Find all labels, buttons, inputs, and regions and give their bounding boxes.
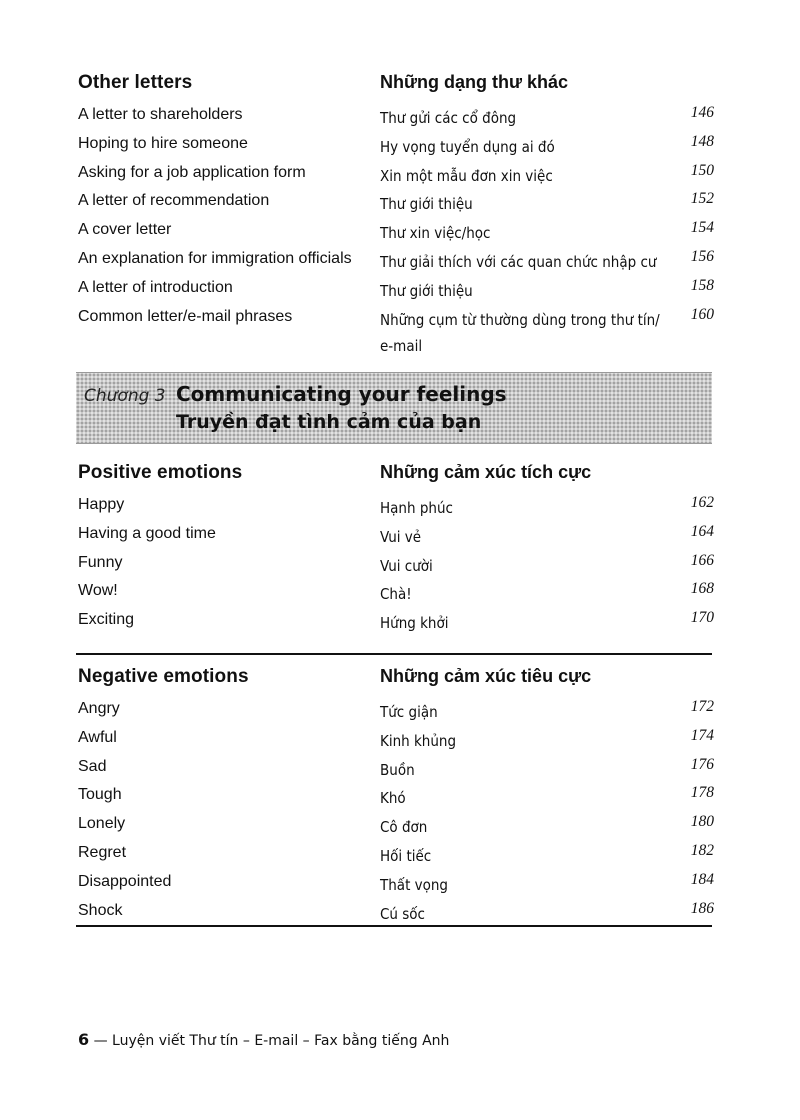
entry-page: 170 (690, 609, 714, 627)
toc-row (78, 190, 718, 219)
entry-en: A letter to shareholders (78, 106, 243, 123)
entry-en: A cover letter (78, 221, 172, 239)
entry-vi: Buồn (380, 760, 415, 779)
entry-vi: Thư giới thiệu (380, 281, 473, 300)
entry-page: 160 (690, 305, 714, 323)
heading-vi: Những cảm xúc tiêu cực (380, 666, 592, 686)
entry-page: 180 (690, 813, 714, 831)
entry-en: Wow! (78, 582, 118, 600)
toc-row (78, 784, 718, 813)
heading-en: Other letters (78, 72, 193, 93)
section-heading (78, 462, 718, 494)
chapter-banner (76, 372, 712, 444)
entry-vi: Những cụm từ thường dùng trong thư tín/ e-mail (380, 310, 660, 355)
section-heading (78, 72, 718, 104)
entry-page: 146 (690, 104, 714, 121)
entry-vi: Tức giận (380, 703, 438, 721)
toc-row (78, 813, 718, 842)
entry-vi: Chà! (380, 585, 412, 604)
toc-row (78, 727, 718, 756)
entry-page: 178 (690, 784, 714, 802)
entry-page: 182 (690, 841, 714, 859)
entry-en: Lonely (78, 815, 126, 833)
chapter-label: Chương 3 (84, 386, 166, 406)
entry-vi: Cú sốc (380, 904, 425, 923)
section-divider (76, 653, 712, 655)
toc-row (78, 162, 718, 191)
entry-page: 166 (690, 551, 714, 569)
section-other-letters (78, 72, 718, 360)
entry-en: A letter of recommendation (78, 192, 270, 210)
toc-row (78, 609, 718, 638)
entry-en: Funny (78, 553, 123, 571)
entry-en: Angry (78, 700, 120, 717)
entry-en: Exciting (78, 611, 135, 629)
entry-en: Sad (78, 757, 107, 775)
entry-vi: Thư giải thích với các quan chức nhập cư (380, 252, 657, 271)
entry-en: Disappointed (78, 872, 172, 890)
section-positive-emotions (78, 462, 718, 638)
entry-vi: Thư xin việc/học (380, 224, 491, 243)
chapter-title-en: Communicating your feelings (176, 382, 507, 406)
toc-row (78, 698, 718, 727)
entry-page: 184 (690, 870, 714, 888)
entry-page: 162 (690, 494, 714, 511)
entry-page: 154 (690, 219, 714, 237)
entry-page: 152 (690, 190, 714, 208)
entry-vi: Khó (380, 789, 406, 808)
toc-row (78, 871, 718, 900)
entry-page: 164 (690, 522, 714, 540)
entry-en: An explanation for immigration officials (78, 249, 352, 267)
entry-en: Happy (78, 496, 125, 513)
entry-vi: Thư gửi các cổ đông (380, 109, 517, 127)
toc-row (78, 842, 718, 871)
entry-page: 148 (690, 132, 714, 150)
entry-en: A letter of introduction (78, 278, 233, 296)
entry-vi: Thất vọng (380, 875, 448, 894)
entry-vi: Kinh khủng (380, 731, 457, 750)
page-footer (78, 1030, 449, 1049)
entry-en: Common letter/e-mail phrases (78, 307, 293, 325)
footer-text: — Luyện viết Thư tín – E-mail – Fax bằng tiếng Anh (93, 1033, 450, 1049)
entry-vi: Xin một mẫu đơn xin việc (380, 166, 553, 185)
entry-page: 168 (690, 580, 714, 598)
entry-vi: Hối tiếc (380, 846, 432, 865)
entry-en: Shock (78, 901, 123, 919)
toc-row (78, 219, 718, 248)
entry-page: 176 (690, 755, 714, 773)
toc-row (78, 580, 718, 609)
toc-row (78, 104, 718, 133)
entry-en: Regret (78, 843, 127, 861)
toc-row (78, 306, 718, 360)
entry-page: 174 (690, 726, 714, 744)
toc-row (78, 494, 718, 523)
entry-en: Asking for a job application form (78, 163, 306, 181)
entry-page: 150 (690, 161, 714, 179)
page-number: 6 (78, 1030, 90, 1049)
entry-page: 156 (690, 247, 714, 265)
toc-row (78, 756, 718, 785)
entry-vi: Hy vọng tuyển dụng ai đó (380, 137, 555, 156)
entry-en: Tough (78, 786, 122, 804)
entry-vi: Thư giới thiệu (380, 195, 473, 214)
section-heading (78, 666, 718, 698)
toc-row (78, 277, 718, 306)
entry-vi: Hứng khởi (380, 614, 449, 633)
heading-en: Negative emotions (78, 666, 249, 687)
heading-vi: Những dạng thư khác (380, 72, 569, 92)
entry-vi: Vui cười (380, 556, 433, 575)
entry-en: Having a good time (78, 524, 216, 542)
heading-vi: Những cảm xúc tích cực (380, 462, 592, 482)
entry-vi: Cô đơn (380, 818, 428, 837)
toc-row (78, 248, 718, 277)
entry-vi: Vui vẻ (380, 527, 422, 546)
entry-en: Awful (78, 728, 117, 746)
entry-page: 186 (690, 899, 714, 917)
entry-page: 172 (690, 698, 714, 715)
toc-row (78, 523, 718, 552)
heading-en: Positive emotions (78, 462, 243, 483)
section-negative-emotions (78, 666, 718, 928)
toc-row (78, 552, 718, 581)
toc-row (78, 133, 718, 162)
chapter-title-vi: Truyền đạt tình cảm của bạn (176, 411, 482, 433)
section-divider (76, 925, 712, 927)
entry-vi: Hạnh phúc (380, 499, 453, 517)
entry-page: 158 (690, 276, 714, 294)
entry-en: Hoping to hire someone (78, 134, 248, 152)
